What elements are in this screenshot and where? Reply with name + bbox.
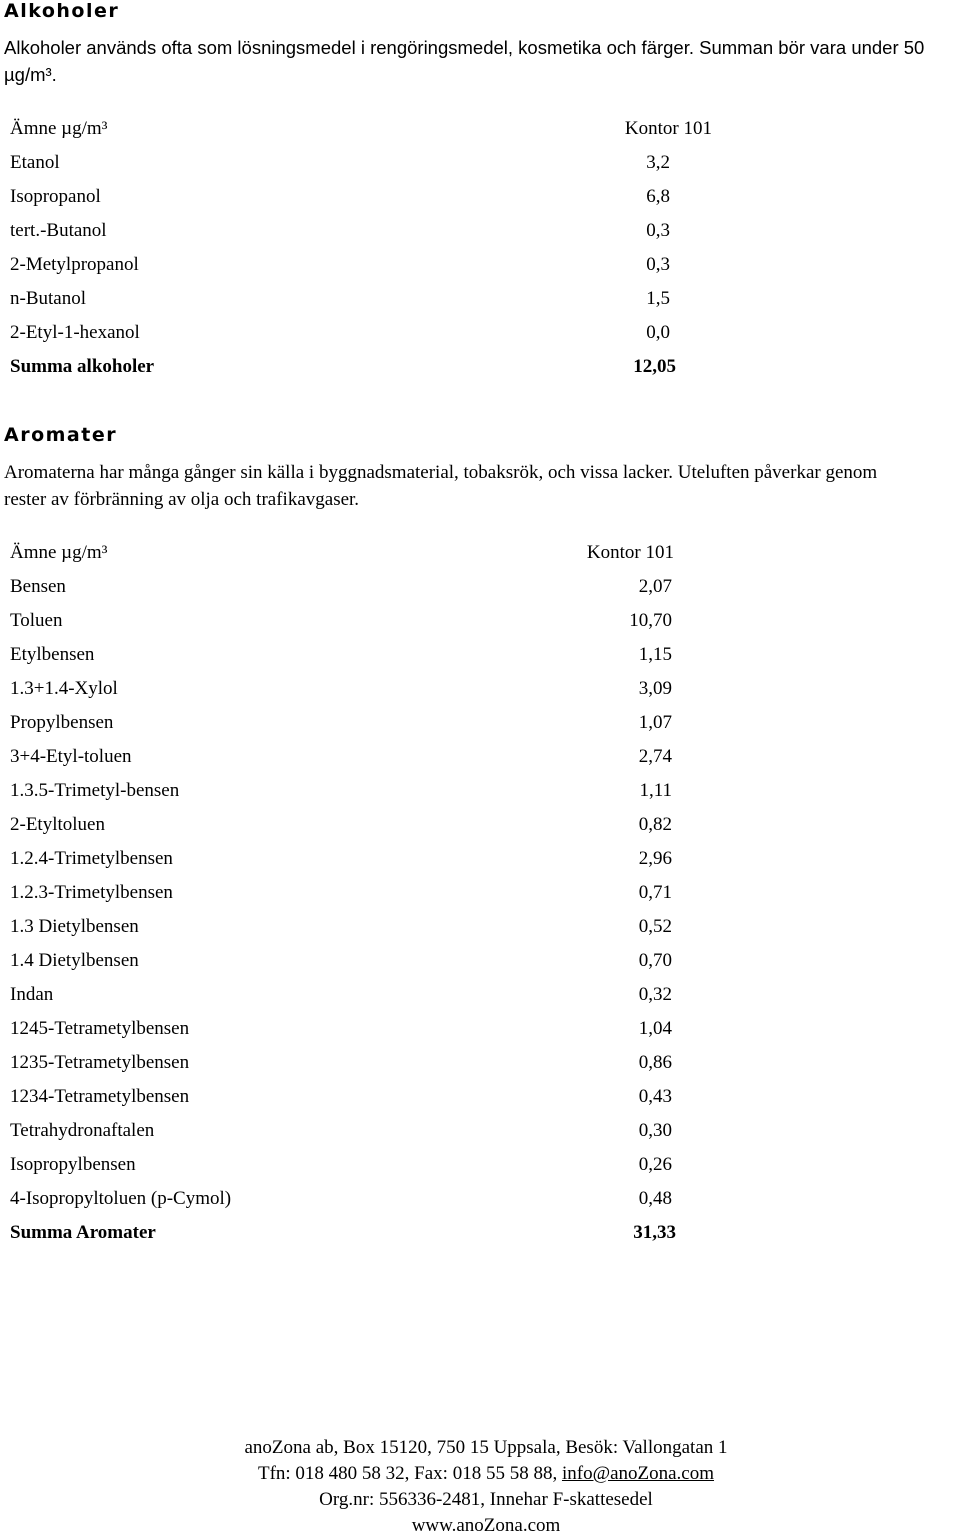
substance-name: 2-Etyltoluen xyxy=(10,814,105,835)
table-row xyxy=(10,286,676,312)
substance-value: 0,26 xyxy=(638,1154,672,1175)
substance-value: 1,11 xyxy=(639,780,672,801)
substance-value: 0,82 xyxy=(638,814,672,835)
substance-name: 4-Isopropyltoluen (p-Cymol) xyxy=(10,1188,232,1209)
table-row xyxy=(10,252,676,278)
sum-row xyxy=(10,1220,676,1246)
substance-value: 0,3 xyxy=(646,220,670,241)
alkoholer-table-header xyxy=(10,116,712,142)
substance-name: 1.3+1.4-Xylol xyxy=(10,678,118,699)
substance-value: 1,15 xyxy=(638,644,672,665)
substance-column-header: Ämne µg/m³ xyxy=(10,118,108,139)
aromater-heading: Aromater xyxy=(4,424,118,446)
substance-value: 2,74 xyxy=(638,746,672,767)
location-column-header: Kontor 101 xyxy=(624,118,712,139)
substance-value: 0,32 xyxy=(638,984,672,1005)
substance-name: n-Butanol xyxy=(10,288,86,309)
alkoholer-intro: Alkoholer används ofta som lösningsmedel i rengöringsmedel, kosmetika och färger. Summan bör vara under 50 µg/m³. xyxy=(4,37,925,85)
substance-name: 1235-Tetrametylbensen xyxy=(10,1052,190,1073)
substance-value: 1,04 xyxy=(638,1018,672,1039)
substance-value: 0,52 xyxy=(638,916,672,937)
substance-value: 10,70 xyxy=(629,610,672,631)
substance-name: 1245-Tetrametylbensen xyxy=(10,1018,190,1039)
sum-value: 31,33 xyxy=(633,1222,676,1243)
substance-name: Propylbensen xyxy=(10,712,114,733)
table-row xyxy=(10,812,676,838)
substance-name: Tetrahydronaftalen xyxy=(10,1120,155,1141)
table-row xyxy=(10,574,676,600)
table-row xyxy=(10,218,676,244)
substance-name: tert.-Butanol xyxy=(10,220,107,241)
footer-email-link[interactable]: info@anoZona.com xyxy=(561,1463,715,1484)
substance-value: 3,09 xyxy=(638,678,672,699)
substance-name: Isopropanol xyxy=(10,186,101,207)
substance-column-header: Ämne µg/m³ xyxy=(10,542,108,563)
table-row xyxy=(10,778,676,804)
table-row xyxy=(10,320,676,346)
substance-value: 0,71 xyxy=(638,882,672,903)
substance-value: 6,8 xyxy=(646,186,670,207)
substance-name: 3+4-Etyl-toluen xyxy=(10,746,132,767)
table-row xyxy=(10,1186,676,1212)
table-row xyxy=(10,1152,676,1178)
substance-name: Bensen xyxy=(10,576,66,597)
table-row xyxy=(10,1118,676,1144)
substance-name: 1.3 Dietylbensen xyxy=(10,916,139,937)
substance-value: 0,86 xyxy=(638,1052,672,1073)
table-row xyxy=(10,1084,676,1110)
table-row xyxy=(10,150,676,176)
substance-value: 2,96 xyxy=(638,848,672,869)
sum-label: Summa Aromater xyxy=(10,1222,156,1243)
footer-phone-fax: Tfn: 018 480 58 32, Fax: 018 55 58 88, xyxy=(257,1463,562,1484)
substance-value: 0,30 xyxy=(638,1120,672,1141)
location-column-header: Kontor 101 xyxy=(586,542,674,563)
table-row xyxy=(10,914,676,940)
substance-name: 1.4 Dietylbensen xyxy=(10,950,139,971)
substance-value: 0,48 xyxy=(638,1188,672,1209)
table-row xyxy=(10,744,676,770)
substance-value: 3,2 xyxy=(646,152,670,173)
substance-value: 1,5 xyxy=(646,288,670,309)
substance-name: Indan xyxy=(10,984,54,1005)
footer-contact xyxy=(0,1461,960,1487)
sum-value: 12,05 xyxy=(633,356,676,377)
substance-value: 0,3 xyxy=(646,254,670,275)
alkoholer-heading: Alkoholer xyxy=(4,0,120,22)
sum-row xyxy=(10,354,676,380)
table-row xyxy=(10,184,676,210)
substance-name: 2-Metylpropanol xyxy=(10,254,139,275)
substance-name: 1.3.5-Trimetyl-bensen xyxy=(10,780,180,801)
table-row xyxy=(10,608,676,634)
substance-name: 1.2.4-Trimetylbensen xyxy=(10,848,173,869)
substance-name: 1.2.3-Trimetylbensen xyxy=(10,882,173,903)
footer xyxy=(0,1435,960,1539)
substance-name: Toluen xyxy=(10,610,63,631)
aromater-intro: Aromaterna har många gånger sin källa i byggnadsmaterial, tobaksrök, och vissa lacker. Uteluften påverkar genom rester av förbränning av olja och trafikavgaser. xyxy=(4,462,878,510)
table-row xyxy=(10,880,676,906)
substance-name: 1234-Tetrametylbensen xyxy=(10,1086,190,1107)
substance-value: 1,07 xyxy=(638,712,672,733)
table-row xyxy=(10,846,676,872)
substance-value: 0,0 xyxy=(646,322,670,343)
footer-org-number: Org.nr: 556336-2481, Innehar F-skattesedel xyxy=(319,1489,653,1510)
substance-name: Etylbensen xyxy=(10,644,95,665)
table-row xyxy=(10,1050,676,1076)
table-row xyxy=(10,710,676,736)
substance-value: 0,70 xyxy=(638,950,672,971)
table-row xyxy=(10,676,676,702)
sum-label: Summa alkoholer xyxy=(10,356,155,377)
aromater-table-header xyxy=(10,540,676,566)
substance-name: Etanol xyxy=(10,152,60,173)
footer-address: anoZona ab, Box 15120, 750 15 Uppsala, Besök: Vallongatan 1 xyxy=(244,1437,728,1458)
table-row xyxy=(10,1016,676,1042)
footer-website: www.anoZona.com xyxy=(411,1515,561,1536)
substance-name: Isopropylbensen xyxy=(10,1154,136,1175)
substance-value: 0,43 xyxy=(638,1086,672,1107)
substance-value: 2,07 xyxy=(638,576,672,597)
table-row xyxy=(10,982,676,1008)
substance-name: 2-Etyl-1-hexanol xyxy=(10,322,140,343)
table-row xyxy=(10,948,676,974)
table-row xyxy=(10,642,676,668)
